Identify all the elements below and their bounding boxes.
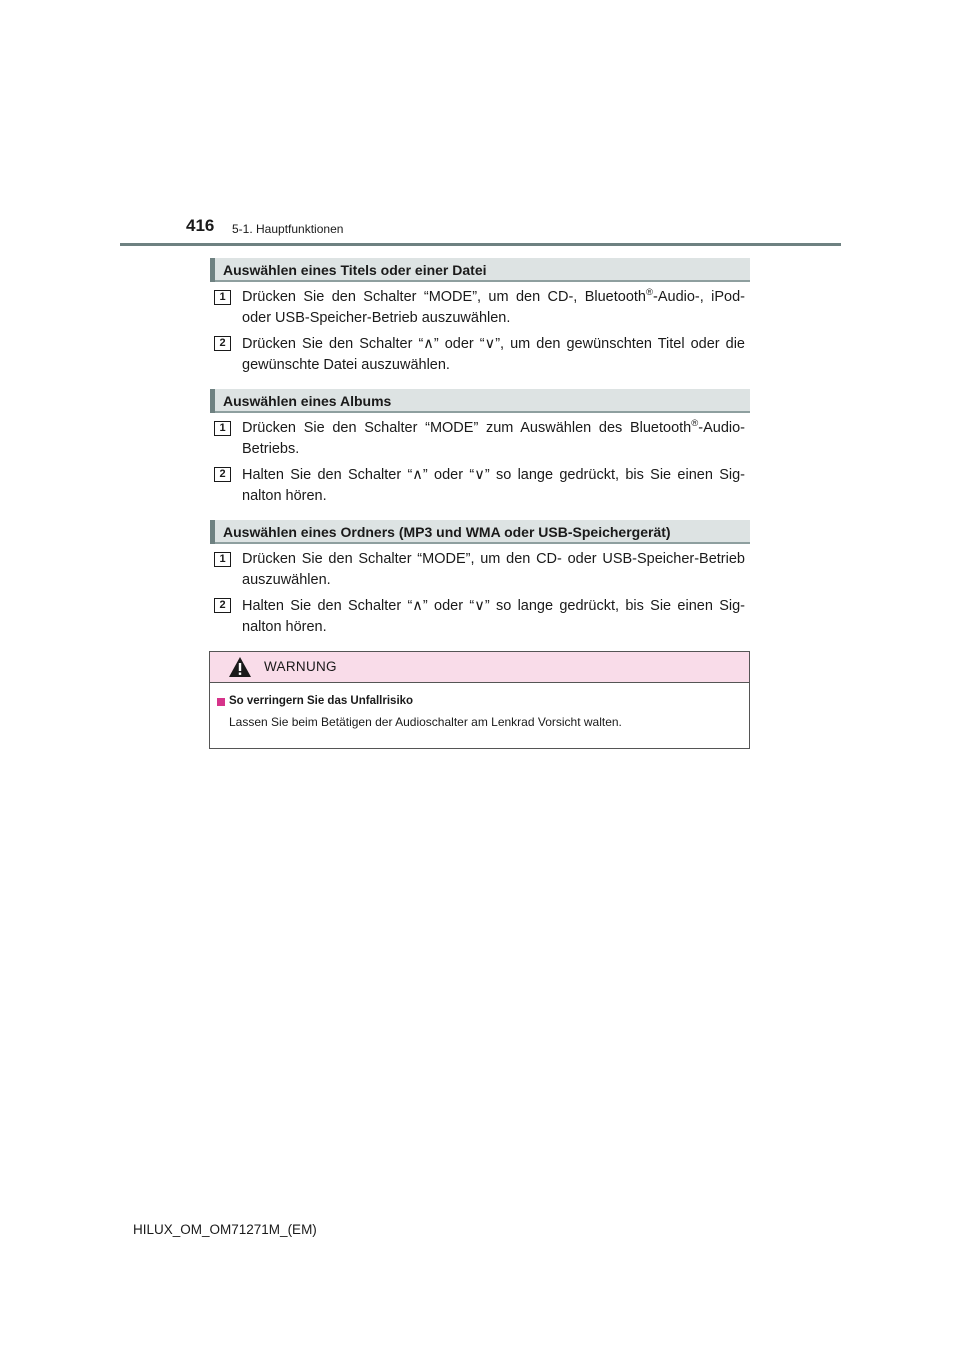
header-rule: [120, 243, 841, 246]
step-number-badge: 1: [214, 552, 231, 567]
chapter-title: 5-1. Hauptfunktionen: [232, 222, 344, 236]
section-heading-title-or-file: [210, 258, 750, 282]
step-text: Drücken Sie den Schalter “∧” oder “∨”, um den gewünschten Titel oder die gewünschte Datei auszuwählen.: [242, 336, 745, 373]
warning-subtitle: So verringern Sie das Unfallrisiko: [229, 695, 414, 707]
section-heading-text: Auswählen eines Ordners (MP3 und WMA oder USB-Speichergerät): [223, 524, 671, 540]
step-text-part: Drücken Sie den Schalter “MODE”, um den CD-, Bluetooth: [242, 289, 646, 305]
step-text: Drücken Sie den Schalter “MODE”, um den CD- oder USB-Speicher-Betrieb auszuwählen.: [242, 551, 745, 588]
section-heading-folder: [210, 520, 750, 544]
warning-title: WARNUNG: [264, 659, 337, 674]
step-number-badge: 2: [214, 336, 231, 351]
footer-doc-id: HILUX_OM_OM71271M_(EM): [133, 1222, 317, 1237]
step-text: [242, 418, 745, 460]
bullet-square-icon: [217, 698, 225, 706]
warning-header: [210, 652, 749, 683]
step-number-badge: 1: [214, 421, 231, 436]
step-text-part: Drücken Sie den Schalter “MODE” zum Auswählen des Bluetooth: [242, 420, 692, 436]
step-number-badge: 1: [214, 290, 231, 305]
warning-triangle-icon: [228, 656, 252, 678]
section-heading-album: [210, 389, 750, 413]
registered-mark: ®: [691, 418, 699, 430]
step-number-badge: 2: [214, 467, 231, 482]
step-text-part: -Audio-Betriebs.: [242, 420, 745, 457]
step-text: Halten Sie den Schalter “∧” oder “∨” so lange gedrückt, bis Sie einen Sig-nalton hören.: [242, 598, 745, 635]
step-text-part: -Audio-, iPod- oder USB-Speicher-Betrieb auszuwählen.: [242, 289, 746, 326]
warning-body: Lassen Sie beim Betätigen der Audioschalter am Lenkrad Vorsicht walten.: [229, 715, 622, 729]
page-number: 416: [186, 216, 215, 235]
step-text: [242, 287, 745, 329]
section-heading-text: Auswählen eines Titels oder einer Datei: [223, 262, 487, 278]
section-heading-text: Auswählen eines Albums: [223, 393, 392, 409]
step-number-badge: 2: [214, 598, 231, 613]
warning-box: [209, 651, 750, 749]
step-text: Halten Sie den Schalter “∧” oder “∨” so lange gedrückt, bis Sie einen Sig-nalton hören.: [242, 467, 745, 504]
registered-mark: ®: [646, 287, 653, 299]
